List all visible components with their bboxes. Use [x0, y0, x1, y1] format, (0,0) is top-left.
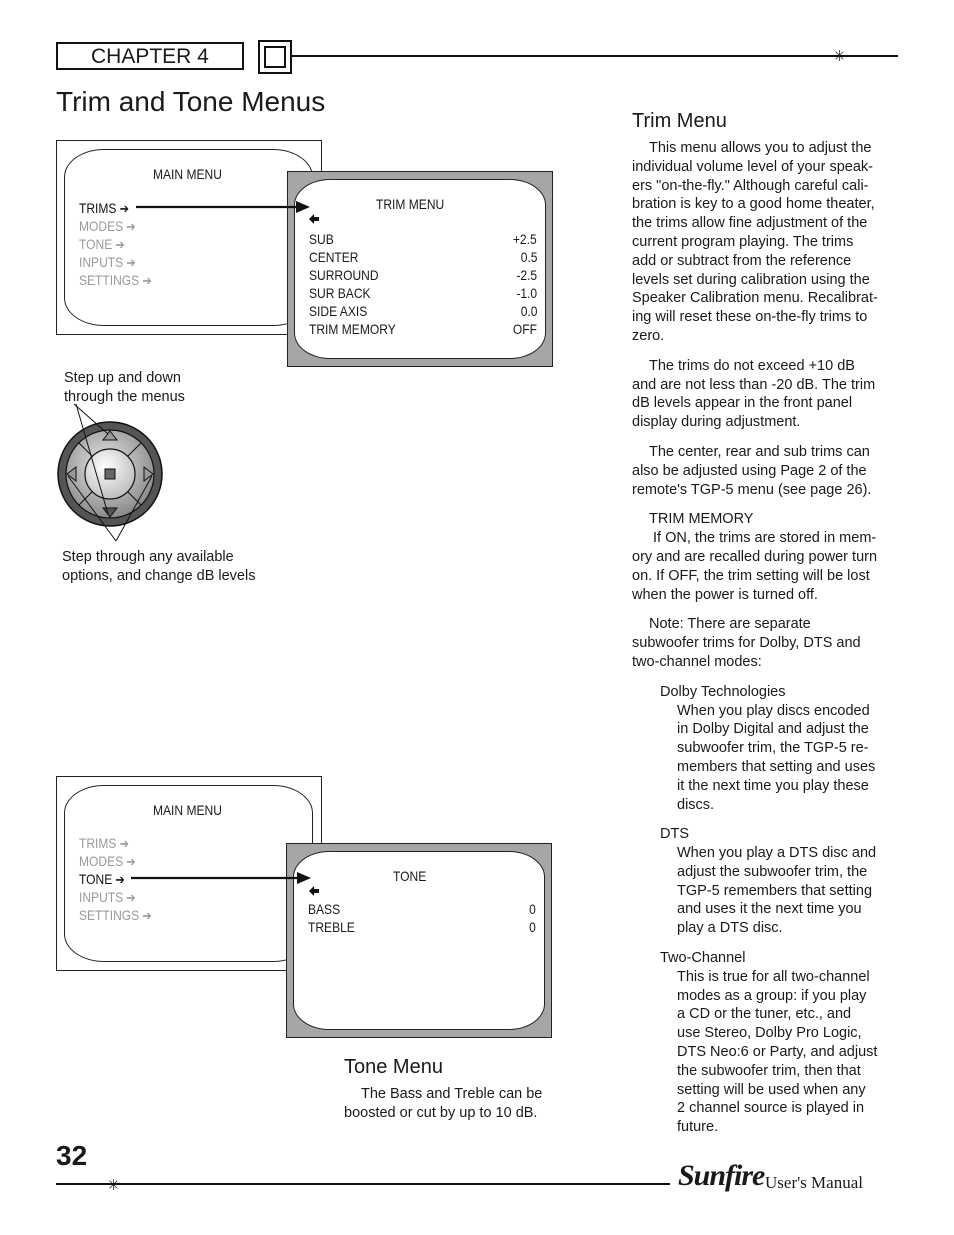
trim-memory-title: TRIM MEMORY	[649, 511, 754, 528]
main-menu-item[interactable]	[79, 271, 152, 289]
main-menu-item[interactable]	[79, 852, 152, 870]
page-number: 32	[56, 1140, 88, 1171]
trim-menu-title: TRIM MENU	[376, 196, 445, 212]
main-menu-item[interactable]	[79, 217, 152, 235]
remote-dpad-icon	[56, 400, 166, 545]
brand-logo: Sunfire	[678, 1159, 765, 1192]
main-menu-item[interactable]	[79, 888, 152, 906]
dolby-title: Dolby Technologies	[660, 683, 786, 700]
footer-rule	[56, 1183, 670, 1185]
right-arrow-icon: ➔	[112, 872, 125, 887]
menu-row[interactable]	[308, 900, 536, 918]
chapter-decoration	[258, 40, 292, 74]
dolby-paragraph: When you play discs encoded in Dolby Digital and adjust the subwoofer trim, the TGP-5 re- members that setting and uses it the next time you play these discs.	[677, 702, 876, 813]
pointer-arrow-tone	[131, 870, 317, 886]
two-channel-paragraph: This is true for all two-channel modes as a group: if you play a CD or the tuner, etc., and use Stereo, Dolby Pro Logic, DTS Neo:6 or Party, and adjust the subwoofer trim, then that setting will be used when any 2 channel source is played in future.	[677, 968, 878, 1136]
menu-row-value: 0	[529, 919, 536, 935]
main-menu-item-label: INPUTS	[79, 889, 124, 905]
tone-menu-rows	[308, 900, 536, 936]
trim-menu-body	[632, 139, 902, 1137]
pointer-arrow-trim	[136, 199, 316, 215]
chapter-label: CHAPTER 4	[56, 42, 244, 70]
remote-caption-bottom: Step through any available options, and change dB levels	[62, 549, 256, 584]
right-arrow-icon: ➔	[116, 836, 129, 851]
right-arrow-icon: ➔	[112, 237, 125, 252]
menu-row-value: 0.5	[520, 249, 537, 265]
main-menu-item-label: TRIMS	[79, 200, 117, 216]
remote-caption-top: Step up and down through the menus	[64, 370, 185, 405]
main-menu-title: MAIN MENU	[153, 802, 222, 818]
menu-row-label: SUB	[309, 231, 334, 247]
main-menu-item-label: TRIMS	[79, 835, 117, 851]
dts-paragraph: When you play a DTS disc and adjust the subwoofer trim, the TGP-5 remembers that setting and uses it the next time you play a DTS disc.	[677, 845, 877, 937]
tone-menu-body: The Bass and Treble can be boosted or cut by up to 10 dB.	[344, 1086, 543, 1121]
main-menu-title: MAIN MENU	[153, 166, 222, 182]
two-channel-title: Two-Channel	[660, 950, 746, 967]
menu-row-label: TREBLE	[308, 919, 355, 935]
menu-row-value: 0.0	[520, 303, 537, 319]
star-ornament-icon: ✳	[107, 1177, 120, 1194]
main-menu-item[interactable]	[79, 906, 152, 924]
right-arrow-icon: ➔	[123, 890, 136, 905]
trim-menu-heading: Trim Menu	[632, 110, 727, 132]
brand-subtitle: User's Manual	[765, 1173, 863, 1192]
menu-row-value: +2.5	[513, 231, 537, 247]
menu-row[interactable]	[308, 918, 536, 936]
main-menu-item-label: TONE	[79, 236, 113, 252]
trim-paragraph: Note: There are separate subwoofer trims for Dolby, DTS and two-channel modes:	[632, 616, 861, 670]
trim-paragraph: This menu allows you to adjust the individual volume level of your speak- ers "on-the-fly." Although careful cali- bration is key to a good home theater, the trims allow fine adjustment of the current program playing. The trims add or subtract from the reference levels set during calibration using the Speaker Calibration menu. Recalibrat- ing will reset these on-the-fly trims to zero.	[632, 140, 878, 344]
main-menu-item-label: SETTINGS	[79, 272, 140, 288]
trim-paragraph: The center, rear and sub trims can also be adjusted using Page 2 of the remote's TGP-5 menu (see page 26).	[632, 443, 872, 498]
trim-menu-rows	[309, 230, 537, 338]
tone-menu-title: TONE	[393, 868, 427, 884]
main-menu-item-label: MODES	[79, 853, 124, 869]
menu-row[interactable]	[309, 320, 537, 338]
main-menu-item[interactable]	[79, 253, 152, 271]
menu-row[interactable]	[309, 230, 537, 248]
menu-row-label: TRIM MEMORY	[309, 321, 396, 337]
tone-menu-screen	[286, 843, 552, 1038]
menu-row-value: -1.0	[516, 285, 537, 301]
right-arrow-icon: ➔	[139, 908, 152, 923]
main-menu-item-label: SETTINGS	[79, 907, 140, 923]
trim-paragraph: The trims do not exceed +10 dB and are not less than -20 dB. The trim dB levels appear in the front panel display during adjustment.	[632, 357, 876, 431]
menu-row-label: SUR BACK	[309, 285, 371, 301]
menu-row-value: -2.5	[516, 267, 537, 283]
header-rule	[292, 55, 898, 57]
main-menu-screen-trim	[56, 140, 322, 335]
menu-row-value: OFF	[512, 321, 537, 337]
menu-row[interactable]	[309, 302, 537, 320]
menu-row-label: SURROUND	[309, 267, 379, 283]
menu-row-label: BASS	[308, 901, 341, 917]
right-arrow-icon: ➔	[139, 273, 152, 288]
tone-menu-heading: Tone Menu	[344, 1056, 443, 1078]
right-arrow-icon: ➔	[123, 219, 136, 234]
menu-row[interactable]	[309, 248, 537, 266]
trim-menu-screen	[287, 171, 553, 367]
right-arrow-icon: ➔	[123, 255, 136, 270]
main-menu-item[interactable]	[79, 235, 152, 253]
menu-row-label: SIDE AXIS	[309, 303, 368, 319]
page-title: Trim and Tone Menus	[56, 86, 326, 117]
main-menu-item-label: MODES	[79, 218, 124, 234]
main-menu-item-label: INPUTS	[79, 254, 124, 270]
right-arrow-icon: ➔	[123, 854, 136, 869]
menu-row-label: CENTER	[309, 249, 359, 265]
menu-row[interactable]	[309, 266, 537, 284]
right-arrow-icon: ➔	[116, 201, 129, 216]
menu-row-value: 0	[529, 901, 536, 917]
main-menu-item[interactable]	[79, 834, 152, 852]
dts-title: DTS	[660, 826, 689, 843]
main-menu-item-label: TONE	[79, 871, 113, 887]
star-ornament-icon: ✳	[833, 48, 846, 65]
trim-paragraph: If ON, the trims are stored in mem- ory and are recalled during power turn on. If OFF, the trim setting will be lost when the power is turned off.	[632, 530, 878, 603]
menu-row[interactable]	[309, 284, 537, 302]
